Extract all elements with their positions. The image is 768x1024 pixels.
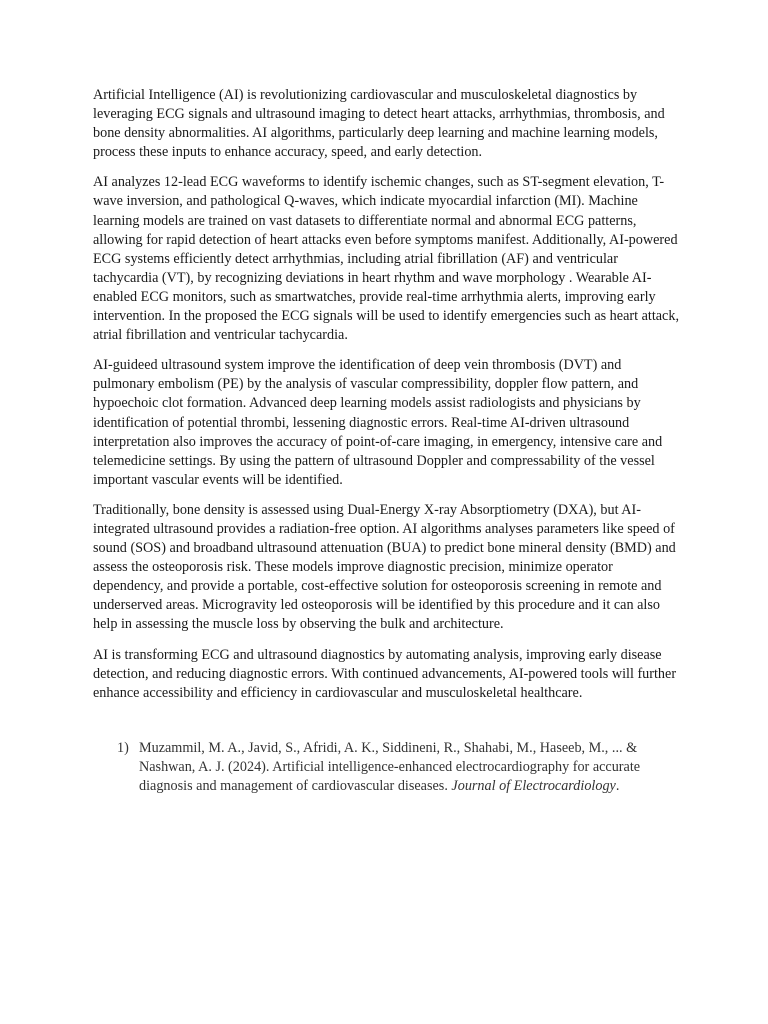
reference-number: 1) bbox=[117, 739, 129, 756]
document-page bbox=[93, 86, 683, 812]
reference-end: . bbox=[615, 778, 620, 794]
paragraph-ultrasound-thrombosis: AI-guideed ultrasound system improve the identification of deep vein thrombosis (DVT) and pulmonary embolism (PE) by the analysis of vascular compressibility, doppler flow pattern, and hypoechoic clot formation. Advanced deep learning models assist radiologists and physicians by identification of potential thrombi, lessening diagnostic errors. Real-time AI-driven ultrasound interpretation also improves the accuracy of point-of-care imaging, in emergency, intensive care and telemedicine settings. By using the pattern of ultrasound Doppler and compressability of the vessel important vascular events will be identified. bbox=[93, 357, 663, 488]
paragraph-ecg: AI analyzes 12-lead ECG waveforms to identify ischemic changes, such as ST-segment elevation, T-wave inversion, and pathological Q-waves, which indicate myocardial infarction (MI). Machine learning models are trained on vast datasets to differentiate normal and abnormal ECG patterns, allowing for rapid detection of heart attacks even before symptoms manifest. Additionally, AI-powered ECG systems efficiently detect arrhythmias, including atrial fibrillation (AF) and ventricular tachycardia (VT), by recognizing deviations in heart rhythm and wave morphology . Wearable AI-enabled ECG monitors, such as smartwatches, provide real-time arrhythmia alerts, improving early intervention. In the proposed the ECG signals will be used to identify emergencies such as heart attack, atrial fibrillation and ventricular tachycardia. bbox=[93, 174, 679, 344]
paragraph-conclusion: AI is transforming ECG and ultrasound diagnostics by automating analysis, improving early disease detection, and reducing diagnostic errors. With continued advancements, AI-powered tools will further enhance accessibility and efficiency in cardiovascular and musculoskeletal healthcare. bbox=[93, 646, 677, 701]
reference-text: Muzammil, M. A., Javid, S., Afridi, A. K., Siddineni, R., Shahabi, M., Haseeb, M., ... & Nashwan, A. J. (2024). Artificial intelligence-enhanced electrocardiography for accurate diagnosis and management of cardiovascular diseases. bbox=[139, 739, 641, 794]
paragraph-intro: Artificial Intelligence (AI) is revolutionizing cardiovascular and musculoskeletal diagnostics by leveraging ECG signals and ultrasound imaging to detect heart attacks, arrhythmias, thrombosis, and bone density abnormalities. AI algorithms, particularly deep learning and machine learning models, process these inputs to enhance accuracy, speed, and early detection. bbox=[93, 87, 665, 161]
paragraph-bone-density: Traditionally, bone density is assessed using Dual-Energy X-ray Absorptiometry (DXA), but AI-integrated ultrasound provides a radiation-free option. AI algorithms analyses parameters like speed of sound (SOS) and broadband ultrasound attenuation (BUA) to predict bone mineral density (BMD) and assess the osteoporosis risk. These models improve diagnostic precision, minimize operator dependency, and provide a portable, cost-effective solution for osteoporosis screening in remote and underserved areas. Microgravity led osteoporosis will be identified by this procedure and it can also help in assessing the muscle loss by observing the bulk and architecture. bbox=[93, 501, 676, 633]
reference-list bbox=[93, 739, 683, 796]
reference-journal: Journal of Electrocardiology bbox=[451, 778, 616, 794]
reference-item bbox=[93, 739, 683, 796]
